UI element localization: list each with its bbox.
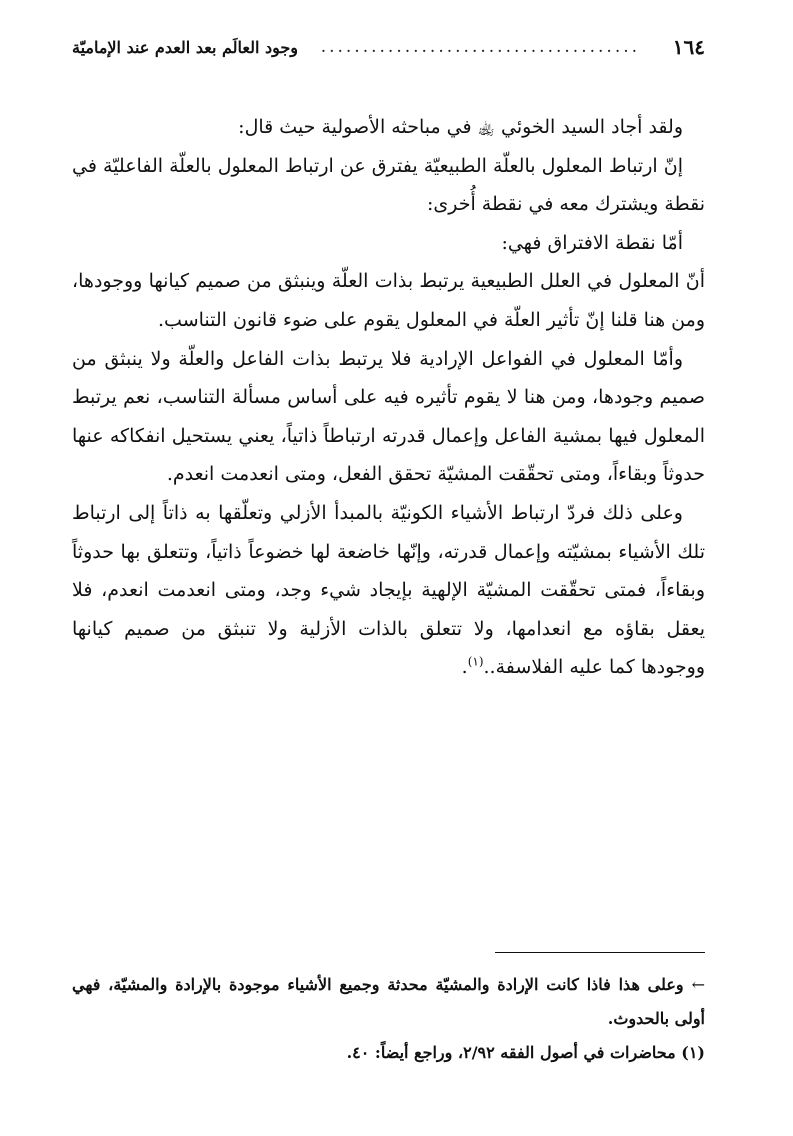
footnote-divider bbox=[495, 952, 705, 953]
page-number: ١٦٤ bbox=[672, 35, 705, 59]
footnotes-section bbox=[72, 968, 705, 1070]
paragraph-end-punct: . bbox=[461, 656, 468, 679]
main-text bbox=[72, 108, 705, 687]
paragraph-natural-causes: أنّ المعلول في العلل الطبيعية يرتبط بذات العلّة وينبثق من صميم كيانها ووجودها، ومن هنا قلنا إنّ تأثير العلّة في المعلول يقوم على ضوء قانون التناسب. bbox=[72, 270, 705, 331]
running-title: وجود العالَم بعد العدم عند الإماميّة bbox=[72, 37, 298, 57]
paragraph-difference-heading: أمّا نقطة الافتراق فهي: bbox=[501, 231, 683, 254]
running-header bbox=[72, 30, 705, 64]
continuation-arrow-icon: ← bbox=[691, 975, 705, 994]
header-dot-leader: ...................................... bbox=[320, 37, 641, 57]
paragraph-intro: ولقد أجاد السيد الخوئي ﵀ في مباحثه الأصولية حيث قال: bbox=[238, 116, 683, 138]
footnote-continuation-text: وعلى هذا فاذا كانت الإرادة والمشيّة محدثة وجميع الأشياء موجودة بالإرادة والمشيّة، فهي أولى بالحدوث. bbox=[72, 975, 705, 1028]
footnote-1: (١) محاضرات في أصول الفقه ٢/٩٢، وراجع أيضاً: ٤٠. bbox=[346, 1043, 705, 1062]
footnote-continuation bbox=[72, 968, 705, 1036]
paragraph-conclusion-text: وعلى ذلك فردّ ارتباط الأشياء الكونيّة بالمبدأ الأزلي وتعلّقها به ذاتاً إلى ارتباط تلك الأشياء بمشيّته وإعمال قدرته، وإنّها خاضعة لها خضوعاً ذاتياً، وتتعلق بها حدوثاً وبقاءاً، فمتى تحقّقت المشيّة الإلهية بإيجاد شيء وجد، ومتى انعدمت انعدم، فلا يعقل بقاؤه مع انعدامها، ولا تتعلق بالذات الأزلية ولا تنبثق من صميم كيانها ووجودها كما عليه الفلاسفة.. bbox=[72, 501, 705, 679]
paragraph-quote-start: إنّ ارتباط المعلول بالعلّة الطبيعيّة يفترق عن ارتباط المعلول بالعلّة الفاعليّة في نقطة ويشترك معه في نقطة أُخرى: bbox=[72, 154, 705, 216]
paragraph-voluntary-agents: وأمّا المعلول في الفواعل الإرادية فلا يرتبط بذات الفاعل والعلّة ولا ينبثق من صميم وجودها، ومن هنا لا يقوم تأثيره فيه على أساس مسألة التناسب، نعم يرتبط المعلول فيها بمشية الفاعل وإعمال قدرته ارتباطاً ذاتياً، يعني يستحيل انفكاكه عنها حدوثاً وبقاءاً، ومتى تحقّقت المشيّة تحقق الفعل، ومتى انعدمت انعدم. bbox=[72, 347, 705, 486]
footnote-reference[interactable]: (١) bbox=[467, 654, 484, 669]
paragraph-conclusion bbox=[72, 494, 705, 687]
